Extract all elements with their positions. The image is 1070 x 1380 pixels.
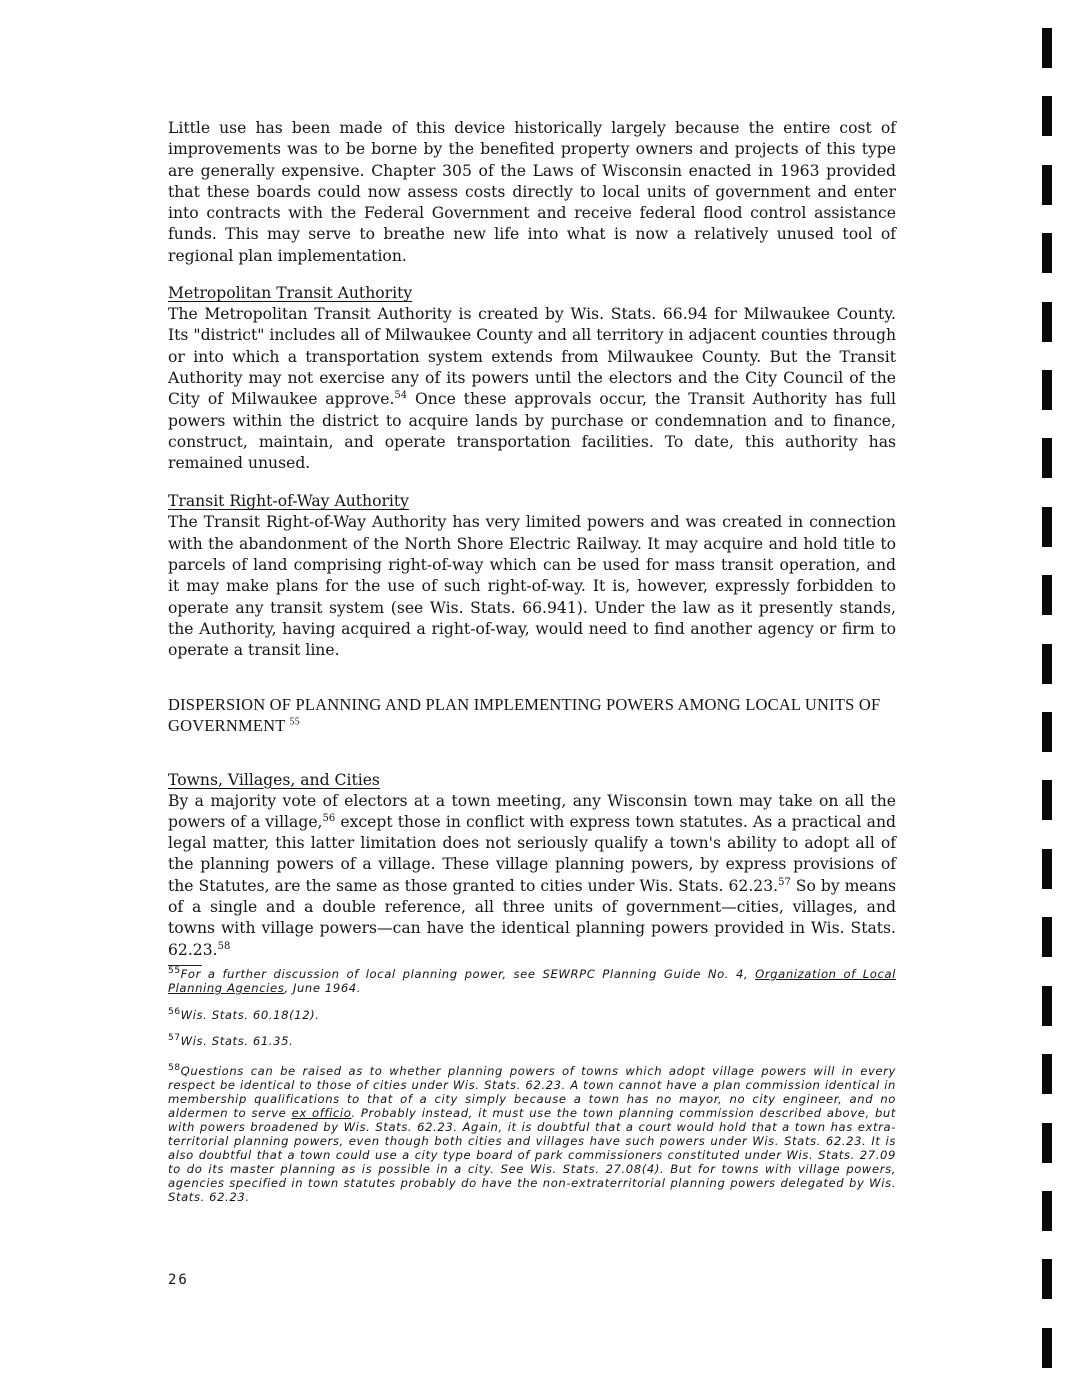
mta-paragraph	[168, 304, 896, 474]
scan-mark	[1042, 233, 1052, 273]
footnote-58-ex-officio: ex officio	[291, 1105, 352, 1120]
footnote-55-text: For a further discussion of local planning power, see SEWRPC Planning Guide No. 4,	[180, 966, 756, 981]
scan-mark	[1042, 1123, 1052, 1163]
footnote-55	[168, 967, 896, 995]
tvc-heading: Towns, Villages, and Cities	[168, 770, 380, 789]
scan-mark	[1042, 780, 1052, 820]
footnote-ref-58: 58	[217, 940, 231, 952]
scan-mark	[1042, 986, 1052, 1026]
tvc-text-a: By a majority vote of electors at a town meeting, any Wisconsin town may take on all the powers of a village,	[168, 791, 896, 831]
scan-mark	[1042, 507, 1052, 547]
scan-mark	[1042, 1054, 1052, 1094]
scan-mark	[1042, 438, 1052, 478]
footnote-58	[168, 1064, 896, 1204]
footnote-55-title: Organization of Local Planning Agencies	[168, 966, 896, 995]
footnote-58-text-b: . Probably instead, it must use the town planning commission described above, but with powers broadened by Wis. Stats. 62.23. Again, it is doubtful that a court would hold that a town has extra-territorial planning powers, even though both cities and villages have such powers under Wis. Stats. 62.23. It is also doubtful that a town could use a city type board of park commissioners constituted under Wis. Stats. 27.09 to do its master planning as is possible in a city. See Wis. Stats. 27.08(4). But for towns with village powers, agencies specified in town statutes probably do have the non-extraterritorial planning powers delegated by Wis. Stats. 62.23.	[168, 1105, 896, 1204]
document-page	[168, 118, 896, 1204]
page-number: 26	[168, 1272, 189, 1288]
footnote-55-num: 55	[168, 966, 181, 977]
footnote-57-num: 57	[168, 1033, 181, 1044]
footnote-ref-54: 54	[394, 390, 408, 402]
footnote-ref-57: 57	[778, 876, 791, 888]
footnote-56	[168, 1008, 896, 1022]
scan-mark	[1042, 302, 1052, 342]
footnote-57-text: Wis. Stats. 61.35.	[180, 1033, 294, 1048]
mta-text-b: Once these approvals occur, the Transit Authority has full powers within the district to acquire lands by purchase or condemnation and to finance, construct, maintain, and operate transportation facilities. To date, this authority has remained unused.	[168, 390, 896, 473]
scan-mark	[1042, 644, 1052, 684]
footnote-56-text: Wis. Stats. 60.18(12).	[180, 1007, 320, 1022]
footnote-ref-56: 56	[322, 812, 336, 824]
scan-mark	[1042, 712, 1052, 752]
scan-mark	[1042, 1191, 1052, 1231]
scan-mark	[1042, 28, 1052, 68]
scan-mark	[1042, 1328, 1052, 1368]
mta-heading: Metropolitan Transit Authority	[168, 284, 413, 303]
footnote-58-text-a: Questions can be raised as to whether planning powers of towns which adopt village powers will in every respect be identical to those of cities under Wis. Stats. 62.23. A town cannot have a plan commission identical in membership qualifications to that of a city simply because a town has no mayor, no city engineer, and no aldermen to serve	[168, 1063, 896, 1120]
scan-mark	[1042, 96, 1052, 136]
scan-mark	[1042, 849, 1052, 889]
tvc-paragraph	[168, 791, 896, 961]
footnote-56-num: 56	[168, 1007, 181, 1018]
footnote-55-tail: , June 1964.	[284, 980, 362, 995]
scan-mark	[1042, 370, 1052, 410]
tvc-text-c: So by means of a single and a double reference, all three units of government—cities, villages, and towns with village powers—can have the identical planning powers provided in Wis. Stats. 62.23.	[168, 876, 896, 959]
footnote-58-num: 58	[168, 1063, 181, 1074]
section-title-text: DISPERSION OF PLANNING AND PLAN IMPLEMENTING POWERS AMONG LOCAL UNITS OF GOVERNMENT	[168, 694, 881, 735]
tvc-text-b: except those in conflict with express town statutes. As a practical and legal matter, this latter limitation does not seriously qualify a town's ability to adopt all of the planning powers of a village. These village planning powers, by express provisions of the Statutes, are the same as those granted to cities under Wis. Stats. 62.23.	[168, 812, 896, 895]
footnote-ref-55: 55	[289, 716, 300, 728]
mta-text-a: The Metropolitan Transit Authority is created by Wis. Stats. 66.94 for Milwaukee County. Its "district" includes all of Milwaukee County and all territory in adjacent counties through or into which a transportation system extends from Milwaukee County. But the Transit Authority may not exercise any of its powers until the electors and the City Council of the City of Milwaukee approve.	[168, 305, 896, 409]
footnote-57	[168, 1034, 896, 1048]
scan-mark	[1042, 165, 1052, 205]
trwa-heading: Transit Right-of-Way Authority	[168, 492, 409, 511]
scan-mark	[1042, 575, 1052, 615]
scan-mark	[1042, 1259, 1052, 1299]
trwa-paragraph: The Transit Right-of-Way Authority has very limited powers and was created in connection with the abandonment of the North Shore Electric Railway. It may acquire and hold title to parcels of land comprising right-of-way which can be used for mass transit operation, and it may make plans for the use of such right-of-way. It is, however, expressly forbidden to operate any transit system (see Wis. Stats. 66.941). Under the law as it presently stands, the Authority, having acquired a right-of-way, would need to find another agency or firm to operate a transit line.	[168, 513, 896, 660]
margin-scan-marks	[1042, 28, 1054, 1368]
intro-paragraph: Little use has been made of this device historically largely because the entire cost of improvements was to be borne by the benefited property owners and projects of this type are generally expensive. Chapter 305 of the Laws of Wisconsin enacted in 1963 provided that these boards could now assess costs directly to local units of government and enter into contracts with the Federal Government and receive federal flood control assistance funds. This may serve to breathe new life into what is now a relatively unused tool of regional plan implementation.	[168, 119, 896, 265]
section-title	[168, 694, 896, 736]
scan-mark	[1042, 917, 1052, 957]
